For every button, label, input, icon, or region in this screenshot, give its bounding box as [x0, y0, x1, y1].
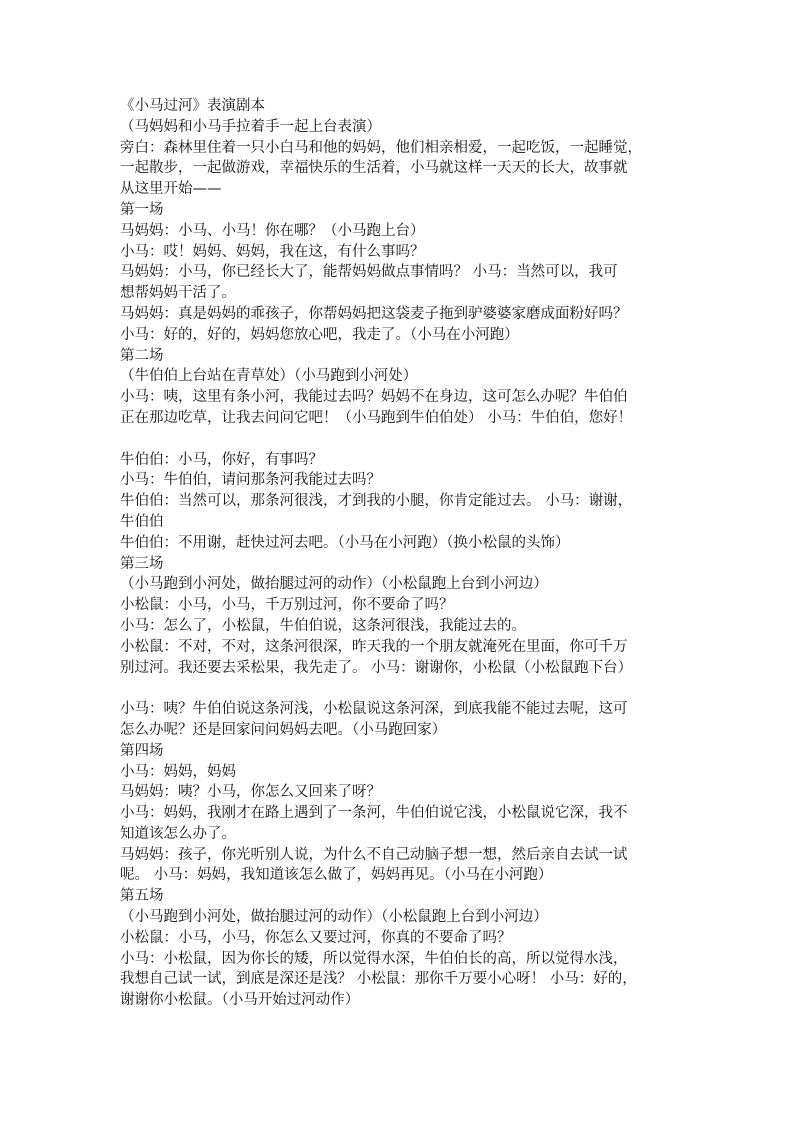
text-line: （小马跑到小河处，做抬腿过河的动作）（小松鼠跑上台到小河边）: [120, 909, 548, 926]
text-line: 第一场: [120, 201, 164, 218]
text-line: 知道该怎么办了。: [120, 825, 236, 842]
text-line: 小马：妈妈，我刚才在路上遇到了一条河，牛伯伯说它浅，小松鼠说它深，我不: [120, 805, 628, 822]
text-line: [120, 678, 680, 699]
text-line: 小马：好的，好的，妈妈您放心吧，我走了。（小马在小河跑）: [120, 326, 519, 343]
text-line: 小松鼠：小马，小马，你怎么又要过河，你真的不要命了吗？: [120, 929, 512, 946]
text-line: [120, 429, 680, 450]
text-line: 第二场: [120, 347, 164, 364]
text-line: （小马跑到小河处，做抬腿过河的动作）（小松鼠跑上台到小河边）: [120, 576, 548, 593]
text-line: 一起散步，一起做游戏，幸福快乐的生活着，小马就这样一天天的长大，故事就: [120, 160, 628, 177]
text-line: 谢谢你小松鼠。（小马开始过河动作）: [120, 992, 360, 1009]
text-line: （牛伯伯上台站在青草处）（小马跑到小河处）: [120, 368, 418, 385]
text-line: 怎么办呢？还是回家问问妈妈去吧。（小马跑回家）: [120, 721, 447, 738]
text-line: 牛伯伯：小马，你好，有事吗？: [120, 451, 323, 468]
text-line: 牛伯伯: [120, 513, 164, 530]
text-line: 牛伯伯：当然可以，那条河很浅，才到我的小腿，你肯定能过去。 小马：谢谢，: [120, 493, 633, 510]
text-line: 我想自己试一试，到底是深还是浅？ 小松鼠：那你千万要小心呀！ 小马：好的，: [120, 971, 637, 988]
text-line: （马妈妈和小马手拉着手一起上台表演）: [120, 118, 381, 135]
text-line: 从这里开始——: [120, 181, 222, 198]
text-line: 小马：小松鼠，因为你长的矮，所以觉得水深，牛伯伯长的高，所以觉得水浅，: [120, 950, 628, 967]
text-line: 小马：咦，这里有条小河，我能过去吗？妈妈不在身边，这可怎么办呢？牛伯伯: [120, 389, 628, 406]
text-line: 小松鼠：不对，不对，这条河很深，昨天我的一个朋友就淹死在里面，你可千万: [120, 638, 628, 655]
text-line: 小马：咦？牛伯伯说这条河浅，小松鼠说这条河深，到底我能不能过去呢，这可: [120, 701, 628, 718]
text-line: 牛伯伯：不用谢，赶快过河去吧。（小马在小河跑）（换小松鼠的头饰）: [120, 534, 570, 551]
text-line: 第三场: [120, 555, 164, 572]
text-line: 第四场: [120, 742, 164, 759]
text-line: 正在那边吃草，让我去问问它吧！（小马跑到牛伯伯处） 小马：牛伯伯，您好！: [120, 409, 633, 426]
text-line: 马妈妈：小马、小马！你在哪？（小马跑上台）: [120, 222, 425, 239]
text-line: 马妈妈：咦？小马，你怎么又回来了呀？: [120, 784, 381, 801]
text-line: 旁白：森林里住着一只小白马和他的妈妈，他们相亲相爱，一起吃饭，一起睡觉，: [120, 139, 642, 156]
text-line: 小马：牛伯伯，请问那条河我能过去吗？: [120, 472, 381, 489]
text-line: 小马：哎！妈妈、妈妈，我在这，有什么事吗？: [120, 243, 425, 260]
text-line: 马妈妈：真是妈妈的乖孩子，你帮妈妈把这袋麦子拖到驴婆婆家磨成面粉好吗？: [120, 305, 628, 322]
text-line: 小马：怎么了，小松鼠，牛伯伯说，这条河很浅，我能过去的。: [120, 617, 526, 634]
text-line: 第五场: [120, 888, 164, 905]
text-line: 小松鼠：小马，小马，千万别过河，你不要命了吗？: [120, 597, 454, 614]
text-line: 呢。 小马：妈妈，我知道该怎么做了，妈妈再见。（小马在小河跑）: [120, 867, 553, 884]
text-line: 想帮妈妈干活了。: [120, 285, 236, 302]
text-line: 别过河。我还要去采松果，我先走了。 小马：谢谢你，小松鼠（小松鼠跑下台）: [120, 659, 633, 676]
text-line: 马妈妈：小马，你已经长大了，能帮妈妈做点事情吗？ 小马：当然可以，我可: [120, 264, 618, 281]
text-line: 马妈妈：孩子，你光听别人说，为什么不自己动脑子想一想，然后亲自去试一试: [120, 846, 628, 863]
document-body: [120, 96, 680, 1011]
document-title: 《小马过河》表演剧本: [120, 98, 265, 114]
text-line: 小马：妈妈，妈妈: [120, 763, 236, 780]
